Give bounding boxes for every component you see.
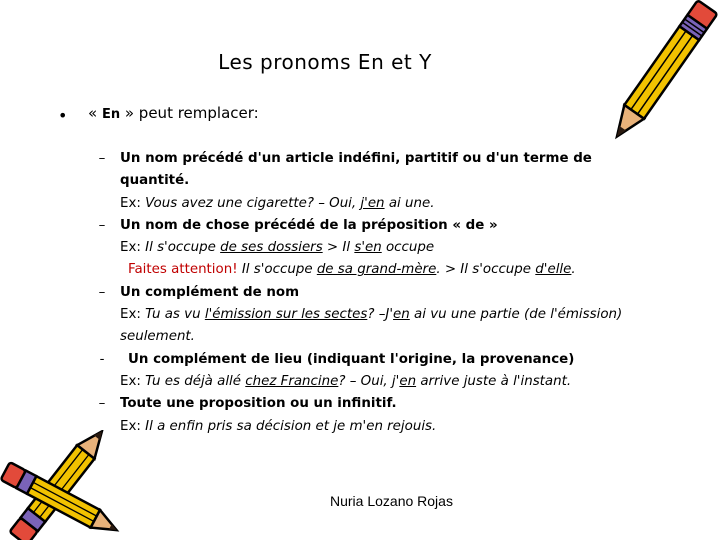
warning-line (120, 259, 656, 281)
ex-label: Ex: (120, 307, 146, 323)
ex-text: Il a enfin pris sa décision et je m'en rejouis. (145, 418, 437, 434)
keyword-en: En (101, 107, 121, 122)
ex-label: Ex: (120, 195, 146, 211)
main-point (88, 104, 259, 122)
ex-text: Tu as vu (145, 307, 205, 323)
ex-text: arrive juste à l'instant. (416, 373, 572, 389)
main-point-rest: » peut remplacer: (120, 104, 259, 122)
main-bullet: • (58, 106, 68, 125)
example-line (120, 416, 656, 438)
ex-underlined: de sa grand-mère (316, 262, 437, 278)
open-quote: « (88, 104, 102, 122)
item-heading: Un complément de lieu (indiquant l'origine, la provenance) (128, 351, 575, 367)
ex-text: Il s'occupe (241, 262, 317, 278)
ex-text: > Il (322, 240, 355, 256)
ex-underlined: chez Francine (245, 373, 339, 389)
slide-title: Les pronoms En et Y (218, 50, 432, 74)
list-item (96, 215, 656, 282)
author-footer: Nuria Lozano Rojas (330, 493, 453, 509)
ex-label: Ex: (120, 373, 146, 389)
item-heading: Toute une proposition ou un infinitif. (120, 396, 397, 412)
ex-text: ai une. (384, 195, 435, 211)
ex-underlined: s'en (354, 240, 382, 256)
dash: – (98, 284, 106, 300)
ex-underlined: de ses dossiers (220, 240, 323, 256)
pencils-icon (0, 430, 130, 540)
list-item (96, 282, 656, 349)
dash: – (98, 151, 106, 166)
example-line (120, 304, 656, 349)
dash: - (99, 351, 105, 367)
list-item (96, 148, 656, 215)
warning-label: Faites attention! (128, 262, 242, 278)
ex-label: Ex: (120, 418, 146, 434)
ex-text: Vous avez une cigarette? – Oui, (145, 195, 361, 211)
ex-underlined: j'en (360, 195, 385, 211)
list-item (96, 349, 656, 394)
ex-text: ai vu une partie (de l'émission) seulement. (120, 307, 623, 345)
example-line (120, 193, 656, 215)
ex-underlined: en (393, 307, 410, 323)
item-heading: Un nom précédé d'un article indéfini, partitif ou d'un terme de quantité. (120, 151, 592, 189)
usage-list (96, 148, 656, 438)
item-heading: Un complément de nom (120, 284, 300, 300)
example-line (120, 371, 656, 393)
dash: – (98, 217, 106, 233)
ex-text: . (571, 262, 576, 278)
ex-text: Tu es déjà allé (145, 373, 246, 389)
pencil-icon (600, 0, 720, 150)
example-line (120, 237, 656, 259)
ex-text: Il s'occupe (145, 240, 221, 256)
ex-text: ? – Oui, j' (338, 373, 400, 389)
list-item (96, 393, 656, 438)
item-heading: Un nom de chose précédé de la préposition « de » (120, 217, 498, 233)
ex-underlined: d'elle (535, 262, 572, 278)
ex-label: Ex: (120, 240, 146, 256)
ex-text: ? –J' (367, 307, 394, 323)
ex-text: . > Il s'occupe (436, 262, 536, 278)
dash: – (98, 396, 106, 412)
ex-text: occupe (381, 240, 435, 256)
ex-underlined: en (399, 373, 417, 389)
ex-underlined: l'émission sur les sectes (204, 307, 368, 323)
